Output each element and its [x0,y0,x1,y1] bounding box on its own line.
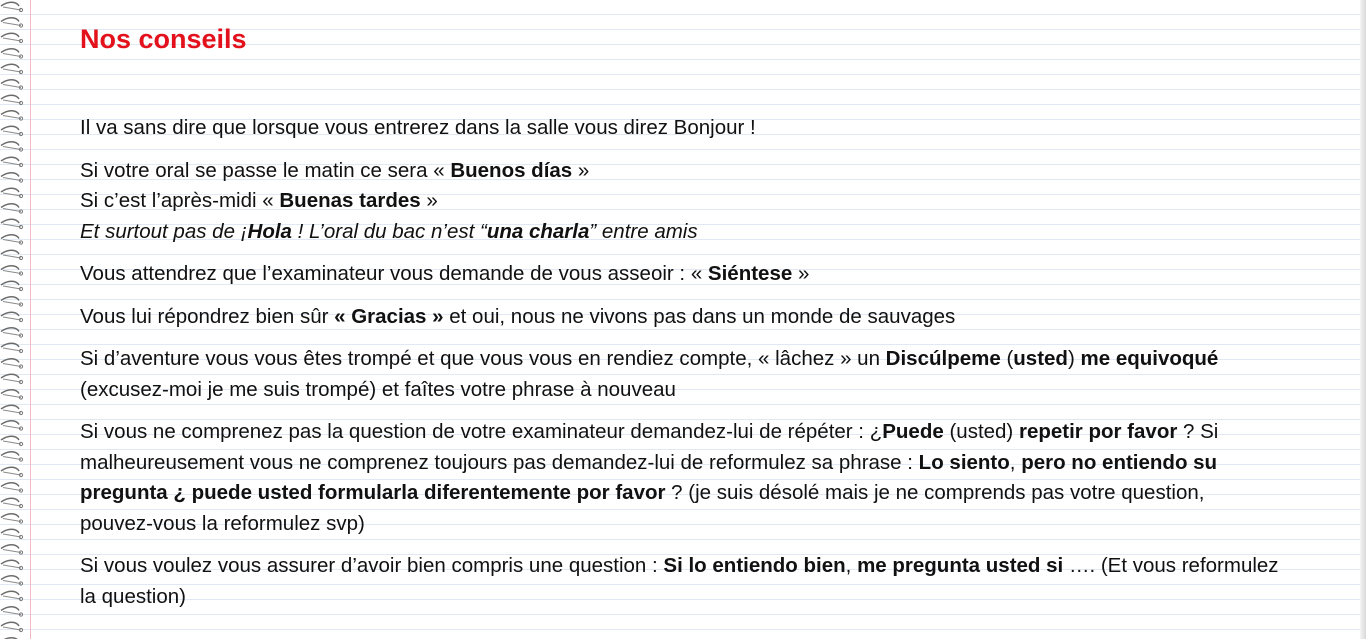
paragraph-sit-down: Vous attendrez que l’examinateur vous demande de vous asseoir : « Siéntese » [80,262,810,285]
page-edge [1360,0,1366,639]
paragraph-greeting: Il va sans dire que lorsque vous entrerez dans la salle vous direz Bonjour ! [80,116,756,139]
document-body [80,20,1280,612]
spiral-binding [0,0,26,639]
notebook-margin-line [30,0,31,639]
page-title: Nos conseils [80,24,247,54]
paragraph-thanks: Vous lui répondrez bien sûr « Gracias » et oui, nous ne vivons pas dans un monde de sauvages [80,304,956,328]
paragraph-time-of-day: Si votre oral se passe le matin ce sera « Buenos días » Si c’est l’après-midi « Buenas tardes » Et surtout pas de ¡Hola ! L’oral du bac n’est “una charla” entre amis [80,158,698,243]
paragraph-mistake: Si d’aventure vous vous êtes trompé et que vous vous en rendiez compte, « lâchez » un Discúlpeme (usted) me equivoqué (excusez-moi je me suis trompé) et faîtes votre phrase à nouveau [80,347,1219,401]
paragraph-repeat-question: Si vous ne comprenez pas la question de votre examinateur demandez-lui de répéter : ¿Puede (usted) repetir por favor ? Si malheureusement vous ne comprenez toujours pas demandez-lui de reformulez sa phrase : Lo siento, pero no entiendo su pregunta ¿ puede usted formularla diferentemente por favor ? (je suis désolé mais je ne comprends pas votre question, pouvez-vous la reformulez svp) [80,420,1219,535]
paragraph-confirm-understanding: Si vous voulez vous assurer d’avoir bien compris une question : Si lo entiendo bien, me pregunta usted si …. (Et vous reformulez la question) [80,554,1279,608]
